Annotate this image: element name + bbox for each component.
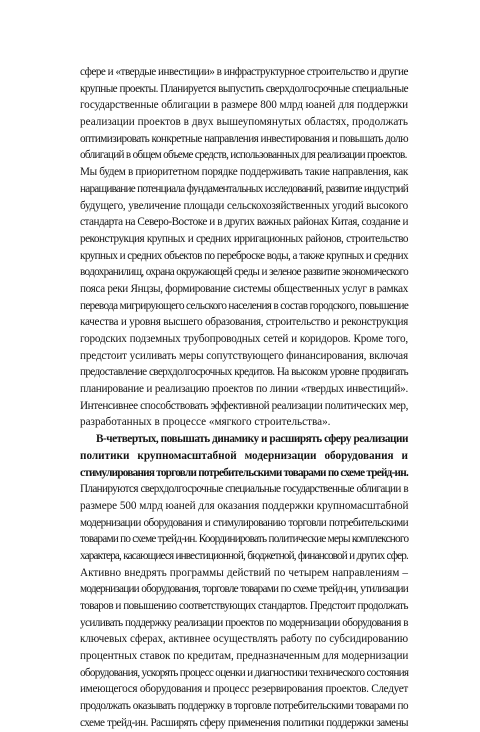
paragraph-2	[80, 164, 408, 431]
bold-text-line: В-четвертых, повышать динамику и расширять сферу реализации	[96, 433, 408, 446]
text-line: Планируются сверхдолгосрочные специальные государственные облигации в	[80, 483, 408, 496]
text-line: пояса реки Янцзы, формирование системы общественных услуг в рамках	[80, 282, 408, 295]
text-line: крупных и средних объектов по переброске воды, а также крупных и средних	[80, 249, 408, 262]
text-line: процентных ставок по кредитам, предназначенным для модернизации	[80, 650, 409, 663]
text-line: характера, касающиеся инвестиционной, бюджетной, финансовой и других сфер.	[80, 549, 408, 562]
text-line: товарами по схеме трейд-ин. Координировать политические меры комплексного	[80, 533, 409, 546]
text-line: размере 500 млрд юаней для оказания поддержки крупномасштабной	[80, 499, 409, 512]
text-line: модернизации оборудования и стимулированию торговли потребительскими	[80, 516, 408, 529]
text-line: предстоит усиливать меры сопутствующего финансирования, включая	[80, 349, 408, 362]
text-line: планирование и реализацию проектов по линии «твердых инвестиций».	[80, 383, 408, 396]
text-line: схеме трейд-ин. Расширять сферу применения политики поддержки замены	[80, 716, 408, 729]
text-line: реконструкция крупных и средних ирригационных районов, строительство	[80, 232, 408, 245]
text-line: Интенсивнее способствовать эффективной реализации политических мер,	[80, 399, 408, 412]
text-line: качества и уровня высшего образования, строительство и реконструкция	[80, 316, 408, 329]
text-line: перевода мигрирующего сельского населения в состав городского, повышение	[80, 299, 409, 312]
text-line: ключевых сферах, активнее осуществлять работу по субсидированию	[80, 633, 408, 646]
text-line: государственные облигации в размере 800 млрд юаней для поддержки	[80, 99, 408, 112]
text-line: оптимизировать конкретные направления инвестирования и повышать долю	[80, 132, 408, 145]
bold-text-line: политики крупномасштабной модернизации оборудования и	[80, 449, 408, 462]
text-line: стандарта на Северо-Востоке и в других важных районах Китая, создание и	[80, 216, 408, 229]
text-line: водохранилищ, охрана окружающей среды и зеленое развитие экономического	[80, 266, 408, 279]
text-line: Активно внедрять программы действий по четырем направлениям –	[80, 566, 408, 579]
text-line: товаров и повышению соответствующих стандартов. Предстоит продолжать	[80, 600, 408, 612]
text-line: облигаций в общем объеме средств, использованных для реализации проектов.	[80, 149, 407, 162]
document-body	[80, 64, 408, 732]
paragraph-1	[80, 64, 408, 164]
text-line: реализации проектов в двух вышеупомянутых областях, продолжать	[80, 116, 408, 129]
text-line: имеющегося оборудования и процесс резервирования проектов. Следует	[80, 683, 408, 696]
text-line: разработанных в процессе «мягкого строительства».	[80, 416, 331, 429]
bold-text-line: стимулирования торговли потребительскими товарами по схеме трейд-ин.	[80, 466, 408, 479]
text-line: Мы будем в приоритетном порядке поддерживать такие направления, как	[80, 166, 408, 179]
text-line: крупные проекты. Планируется выпустить сверхдолгосрочные специальные	[80, 82, 408, 95]
text-line: городских подземных трубопроводных сетей и коридоров. Кроме того,	[80, 333, 408, 345]
text-line: оборудования, ускорять процесс оценки и диагностики технического состояния	[80, 666, 409, 679]
paragraph-3-body	[80, 481, 408, 731]
text-line: наращивание потенциала фундаментальных исследований, развитие индустрий	[80, 182, 408, 195]
text-line: сфере и «твердые инвестиции» в инфраструктурное строительство и другие	[80, 66, 408, 78]
text-line: будущего, увеличение площади сельскохозяйственных угодий высокого	[80, 199, 408, 212]
text-line: предоставление сверхдолгосрочных кредитов. На высоком уровне продвигать	[80, 366, 408, 379]
text-line: продолжать оказывать поддержку в торговле потребительскими товарами по	[80, 700, 408, 713]
text-line: усиливать поддержку реализации проектов по модернизации оборудования в	[80, 616, 408, 629]
text-line: модернизации оборудования, торговле товарами по схеме трейд-ин, утилизации	[80, 583, 408, 596]
paragraph-3-heading	[80, 431, 408, 481]
